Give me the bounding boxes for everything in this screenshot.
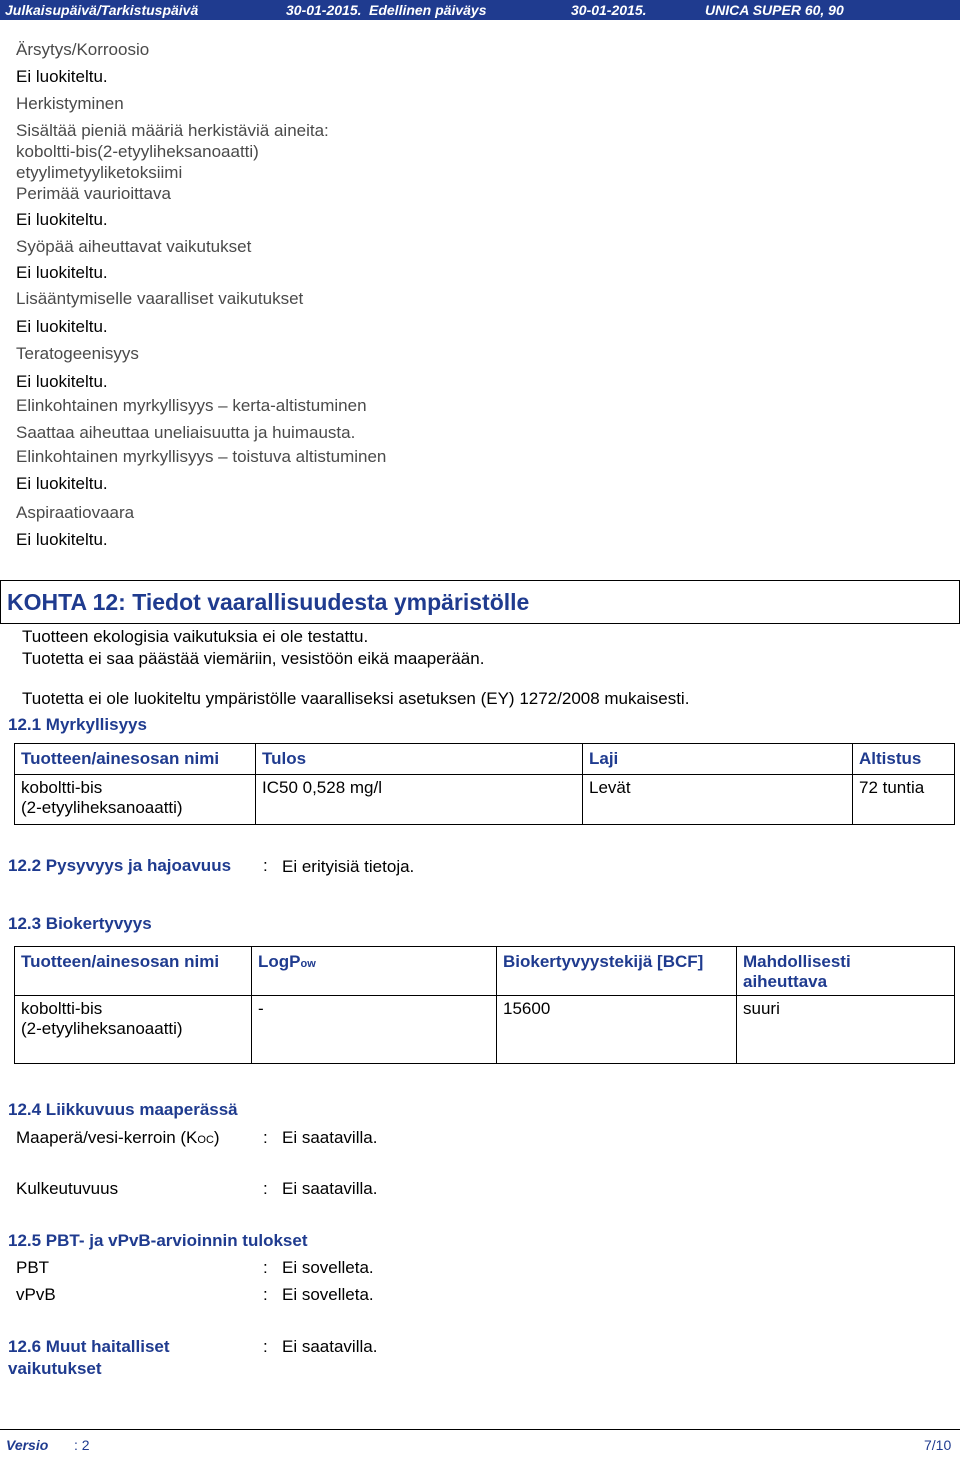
cell-logp: - xyxy=(252,996,497,1064)
pbt-label: PBT xyxy=(16,1258,50,1277)
koc-label-text: Maaperä/vesi-kerroin (K xyxy=(16,1128,198,1147)
colon: : xyxy=(263,1285,268,1304)
col-header-name: Tuotteen/ainesosan nimi xyxy=(15,744,256,775)
tox-value-sensitisation-2: koboltti-bis(2-etyyliheksanoaatti) xyxy=(16,142,259,161)
document-header xyxy=(0,0,960,20)
bioaccumulation-table-header xyxy=(15,947,955,996)
version-value: : 2 xyxy=(74,1437,90,1453)
koc-value: Ei saatavilla. xyxy=(282,1128,378,1147)
col-header-name: Tuotteen/ainesosan nimi xyxy=(15,947,252,996)
col-header-logp xyxy=(252,947,497,996)
subsection-12-4-title: 12.4 Liikkuvuus maaperässä xyxy=(8,1100,238,1119)
section-12-title: KOHTA 12: Tiedot vaarallisuudesta ympäristölle xyxy=(7,589,530,615)
ecology-note-1: Tuotteen ekologisia vaikutuksia ei ole testattu. xyxy=(22,627,369,646)
tox-value-carcinogenicity: Ei luokiteltu. xyxy=(16,263,108,282)
tox-heading-stot-repeated: Elinkohtainen myrkyllisyys – toistuva altistuminen xyxy=(16,447,387,466)
tox-heading-carcinogenicity: Syöpää aiheuttavat vaikutukset xyxy=(16,237,252,256)
potential-header-line-1: Mahdollisesti xyxy=(743,952,851,971)
tox-heading-reproductive: Lisääntymiselle vaaralliset vaikutukset xyxy=(16,289,304,308)
tox-heading-irritation: Ärsytys/Korroosio xyxy=(16,40,150,59)
persistence-value: Ei erityisiä tietoja. xyxy=(282,857,415,876)
issue-date: 30-01-2015. xyxy=(286,2,362,18)
footer-divider xyxy=(0,1429,960,1430)
logp-label: LogP xyxy=(258,952,301,971)
tox-value-reproductive: Ei luokiteltu. xyxy=(16,317,108,336)
tox-heading-stot-single: Elinkohtainen myrkyllisyys – kerta-altistuminen xyxy=(16,396,367,415)
previous-date-label: Edellinen päiväys xyxy=(369,2,487,18)
toxicity-table-header xyxy=(15,744,955,775)
tox-value-irritation: Ei luokiteltu. xyxy=(16,67,108,86)
product-name: UNICA SUPER 60, 90 xyxy=(705,2,844,18)
other-effects-value: Ei saatavilla. xyxy=(282,1337,378,1356)
tox-value-sensitisation-1: Sisältää pieniä määriä herkistäviä aineita: xyxy=(16,121,329,140)
vpvb-value: Ei sovelleta. xyxy=(282,1285,374,1304)
koc-label xyxy=(16,1128,220,1148)
substance-name-line-2: (2-etyyliheksanoaatti) xyxy=(21,798,183,817)
previous-date: 30-01-2015. xyxy=(571,2,647,18)
col-header-potential xyxy=(737,947,955,996)
colon: : xyxy=(263,856,268,875)
tox-heading-sensitisation: Herkistyminen xyxy=(16,94,124,113)
table-row xyxy=(15,775,955,825)
substance-name-line-1: koboltti-bis xyxy=(21,999,103,1018)
issue-date-label: Julkaisupäivä/Tarkistuspäivä xyxy=(5,2,199,18)
tox-value-stot-single: Saattaa aiheuttaa uneliaisuutta ja huimausta. xyxy=(16,423,356,442)
ecology-note-2: Tuotetta ei saa päästää viemäriin, vesistöön eikä maaperään. xyxy=(22,649,485,668)
mobility-value: Ei saatavilla. xyxy=(282,1179,378,1198)
tox-value-aspiration: Ei luokiteltu. xyxy=(16,530,108,549)
tox-value-teratogenicity: Ei luokiteltu. xyxy=(16,372,108,391)
bioaccumulation-table xyxy=(14,946,955,1064)
subsection-12-2-title: 12.2 Pysyvyys ja hajoavuus xyxy=(8,856,232,875)
col-header-result: Tulos xyxy=(256,744,583,775)
subsection-12-1-title: 12.1 Myrkyllisyys xyxy=(8,715,147,734)
vpvb-label: vPvB xyxy=(16,1285,56,1304)
tox-value-sensitisation-3: etyylimetyyliketoksiimi xyxy=(16,163,183,182)
mobility-label: Kulkeutuvuus xyxy=(16,1179,119,1198)
tox-value-stot-repeated: Ei luokiteltu. xyxy=(16,474,108,493)
koc-label-close: ) xyxy=(213,1128,220,1147)
logp-subscript: ow xyxy=(300,958,316,970)
col-header-bcf: Biokertyvyystekijä [BCF] xyxy=(497,947,737,996)
potential-header-line-2: aiheuttava xyxy=(743,972,828,991)
colon: : xyxy=(263,1337,268,1356)
section-12-header xyxy=(0,580,960,624)
page-number: 7/10 xyxy=(924,1437,952,1453)
cell-potential: suuri xyxy=(737,996,955,1064)
substance-name-line-2: (2-etyyliheksanoaatti) xyxy=(21,1019,183,1038)
table-row xyxy=(15,996,955,1064)
tox-heading-teratogenicity: Teratogeenisyys xyxy=(16,344,139,363)
pbt-value: Ei sovelleta. xyxy=(282,1258,374,1277)
col-header-exposure: Altistus xyxy=(853,744,955,775)
substance-name-line-1: koboltti-bis xyxy=(21,778,103,797)
colon: : xyxy=(263,1128,268,1147)
cell-bcf: 15600 xyxy=(497,996,737,1064)
col-header-species: Laji xyxy=(583,744,853,775)
cell-result: IC50 0,528 mg/l xyxy=(256,775,583,825)
toxicity-table xyxy=(14,743,955,825)
cell-substance-name xyxy=(15,996,252,1064)
subsection-12-3-title: 12.3 Biokertyvyys xyxy=(8,914,152,933)
cell-substance-name xyxy=(15,775,256,825)
tox-value-mutagenicity: Ei luokiteltu. xyxy=(16,210,108,229)
version-label: Versio xyxy=(6,1437,49,1453)
subsection-12-6-title-line-2: vaikutukset xyxy=(8,1359,102,1378)
tox-heading-aspiration: Aspiraatiovaara xyxy=(16,503,135,522)
ecology-note-3: Tuotetta ei ole luokiteltu ympäristölle vaaralliseksi asetuksen (EY) 1272/2008 mukaisesti. xyxy=(22,689,690,708)
colon: : xyxy=(263,1179,268,1198)
cell-species: Levät xyxy=(583,775,853,825)
subsection-12-6-title-line-1: 12.6 Muut haitalliset xyxy=(8,1337,170,1356)
cell-exposure: 72 tuntia xyxy=(853,775,955,825)
subsection-12-5-title: 12.5 PBT- ja vPvB-arvioinnin tulokset xyxy=(8,1231,308,1250)
colon: : xyxy=(263,1258,268,1277)
koc-subscript: OC xyxy=(197,1134,214,1146)
tox-heading-mutagenicity: Perimää vaurioittava xyxy=(16,184,171,203)
